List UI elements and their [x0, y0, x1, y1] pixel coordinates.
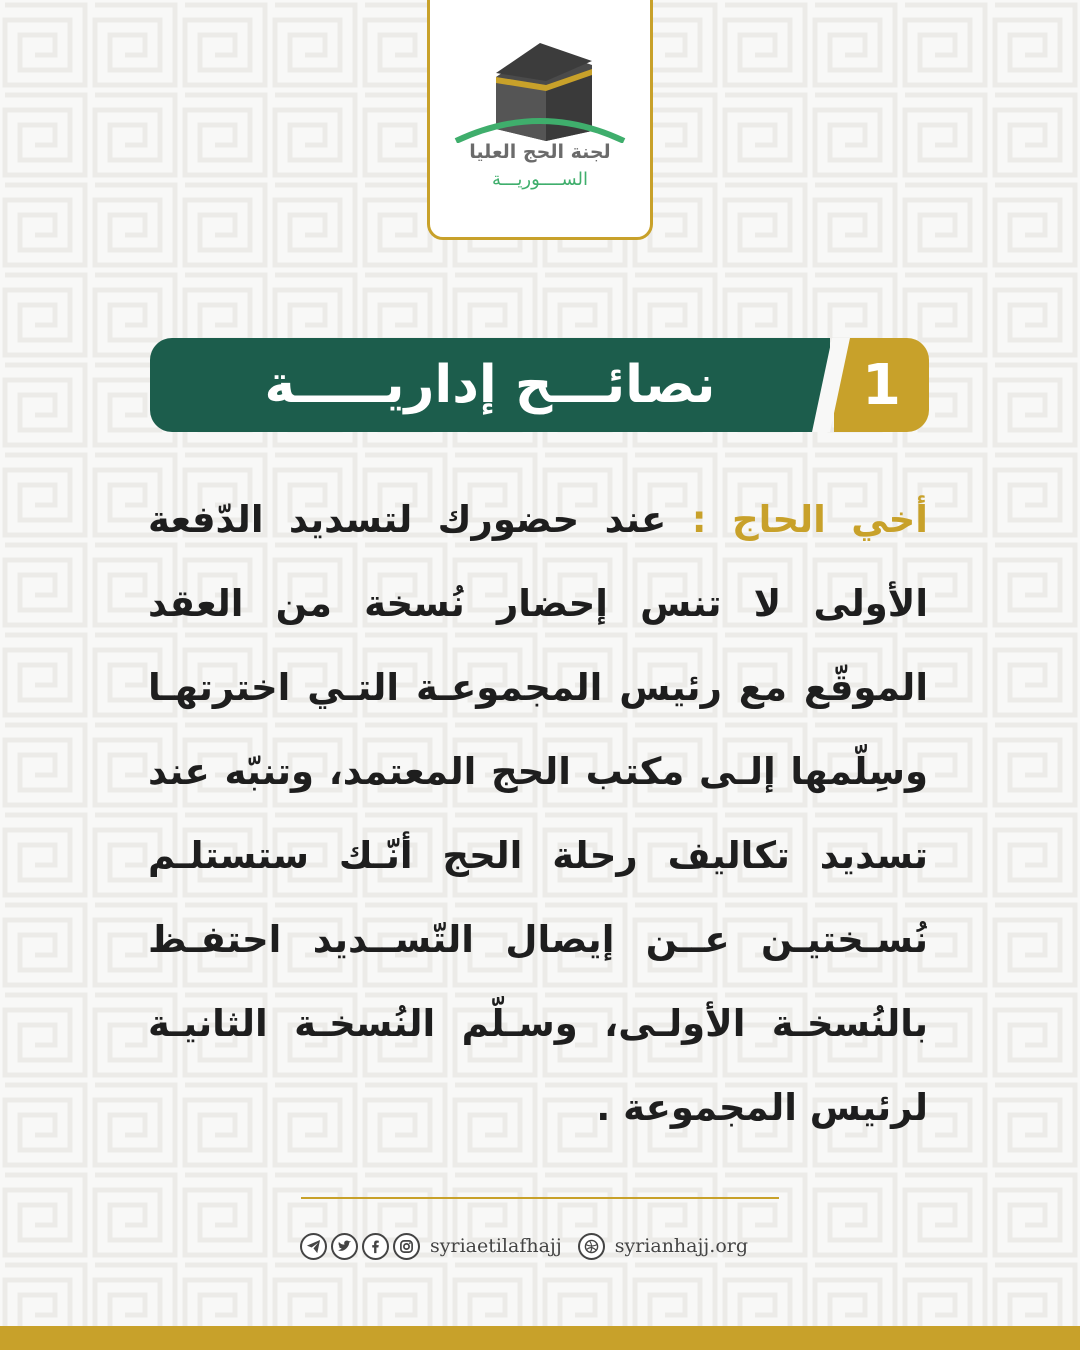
section-title: نصائـــح إداريـــــة: [264, 355, 716, 415]
logo-card: [427, 0, 653, 240]
advice-lead: أخي الحاج :: [691, 498, 928, 541]
web-icon[interactable]: [578, 1233, 605, 1260]
footer-social-bar: [300, 1228, 748, 1264]
twitter-icon[interactable]: [331, 1233, 358, 1260]
bottom-gold-bar: [0, 1326, 1080, 1350]
footer-divider: [301, 1197, 779, 1199]
telegram-icon[interactable]: [300, 1233, 327, 1260]
social-handle[interactable]: syriaetilafhajj: [430, 1235, 562, 1257]
logo-subtitle: الســــوريـــة: [491, 169, 589, 190]
facebook-icon[interactable]: [362, 1233, 389, 1260]
logo-title: لجنة الحج العليا: [469, 141, 611, 163]
advice-paragraph: [148, 478, 928, 1150]
section-number: 1: [862, 352, 901, 418]
instagram-icon[interactable]: [393, 1233, 420, 1260]
advice-text: عند حضورك لتسديد الدّفعة الأولى لا تنس إحضار نُسخة من العقد الموقّع مع رئيس المجموعـة التـي اخترتهـا وسِلّمها إلـى مكتب الحج المعتمد، وتنبّه عند تسديد تكاليف رحلة الحج أنّـك ستستلـم نُسـختيـن عــن إيصال التّســديد احتفـظ بالنُسخـة الأولـى، وسـلّم النُسخـة الثانيـة لرئيس المجموعة .: [148, 498, 928, 1129]
kaaba-logo-icon: [452, 43, 628, 143]
website-link[interactable]: syrianhajj.org: [614, 1235, 748, 1257]
